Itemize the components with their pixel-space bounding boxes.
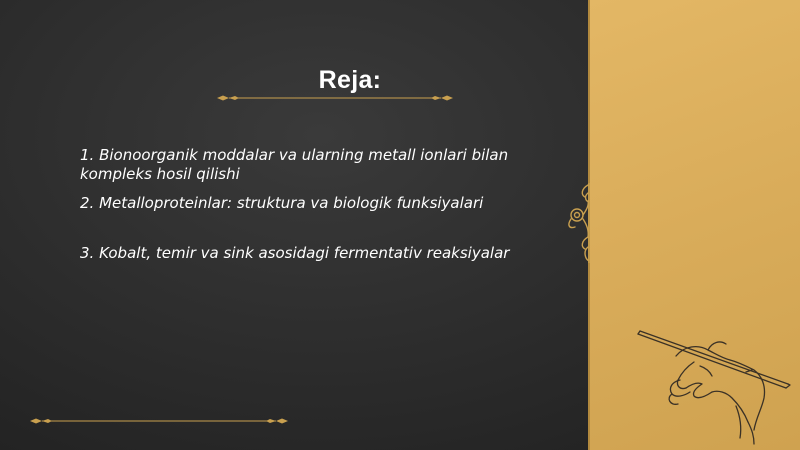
agenda-item: 2. Metalloproteinlar: struktura va biologik funksiyalari	[80, 194, 484, 212]
scroll-ornament-icon	[563, 183, 593, 263]
title-divider	[215, 93, 455, 103]
hand-writing-with-pen-icon	[636, 326, 792, 446]
slide-title: Reja:	[318, 66, 382, 94]
agenda-item: 3. Kobalt, temir va sink asosidagi fermentativ reaksiyalar	[80, 244, 510, 262]
bottom-divider	[28, 416, 290, 426]
agenda-item: 1. Bionoorganik moddalar va ularning metall ionlari bilan kompleks hosil qilishi	[80, 146, 509, 183]
